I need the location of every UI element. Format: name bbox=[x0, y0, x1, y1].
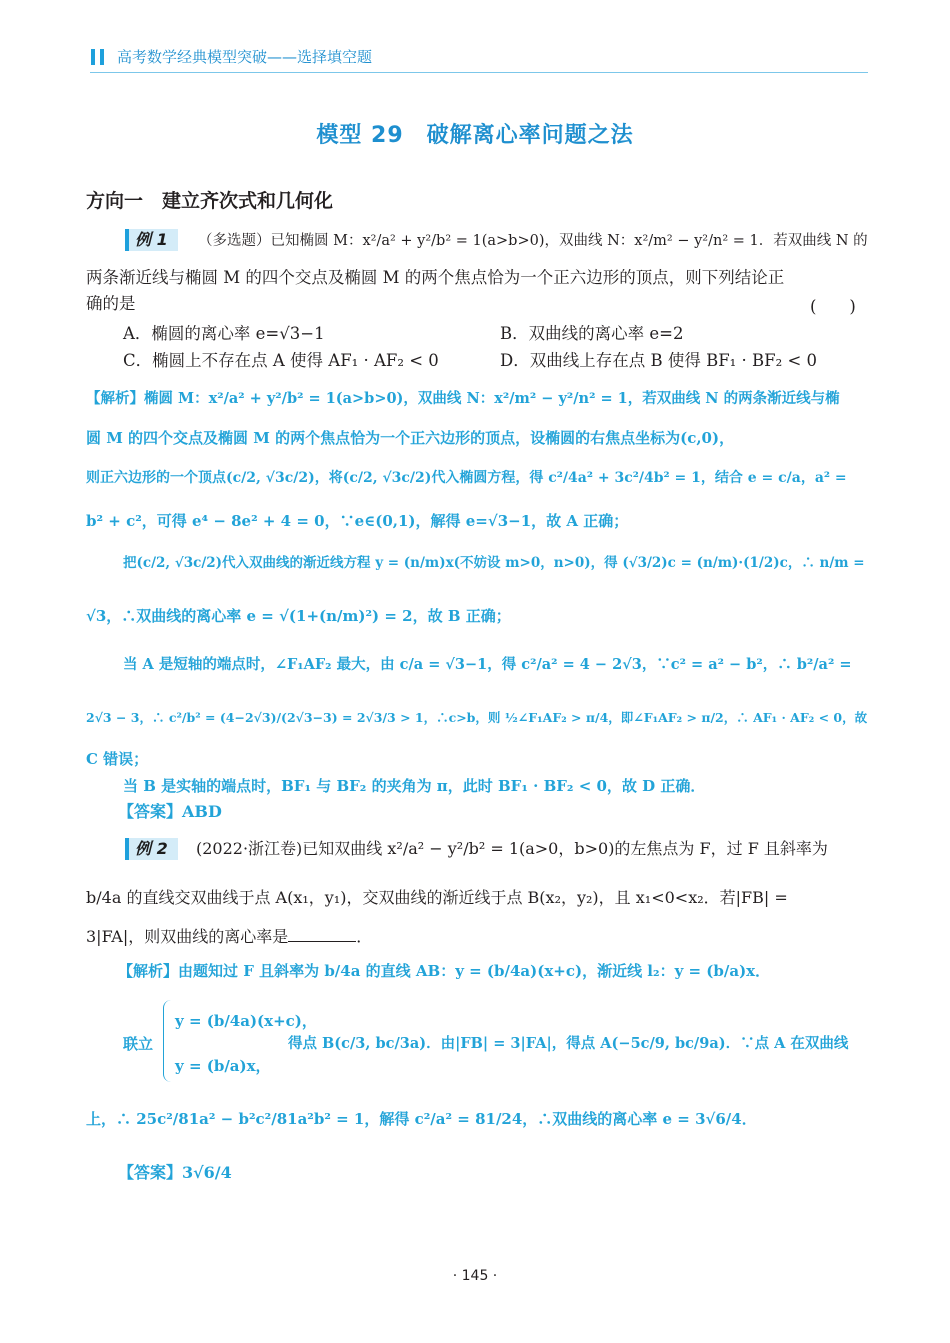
fill-in-blank bbox=[288, 925, 356, 942]
solution-1-line-3: 则正六边形的一个顶点(c/2, √3c/2)，将(c/2, √3c/2)代入椭圆方程，得 c²/4a² + 3c²/4b² = 1，结合 e = c/a，a² = bbox=[86, 470, 847, 486]
header-rule bbox=[90, 72, 868, 73]
solution-1-line-10: 当 B 是实轴的端点时，BF₁ 与 BF₂ 的夹角为 π，此时 BF₁ · BF₂ < 0，故 D 正确． bbox=[123, 777, 706, 795]
example-1-answer: 【答案】ABD bbox=[118, 802, 222, 821]
model-title: 模型 29 破解离心率问题之法 bbox=[316, 123, 634, 148]
page-number: · 145 · bbox=[452, 1268, 498, 1284]
option-d: D．双曲线上存在点 B 使得 BF₁ · BF₂ < 0 bbox=[500, 351, 818, 370]
solution-1-line-7: 当 A 是短轴的端点时，∠F₁AF₂ 最大，由 c/a = √3−1，得 c²/a² = 4 − 2√3，∵c² = a² − b²，∴ b²/a² = bbox=[123, 656, 852, 673]
option-b: B．双曲线的离心率 e=2 bbox=[500, 324, 684, 343]
system-equation-1: y = (b/4a)(x+c)， bbox=[175, 1012, 317, 1030]
solution-1-line-1: 【解析】椭圆 M：x²/a² + y²/b² = 1(a>b>0)，双曲线 N：x²/m² − y²/n² = 1，若双曲线 N 的两条渐近线与椭 bbox=[86, 390, 840, 407]
example-2-stem-line-2: b/4a 的直线交双曲线于点 A(x₁，y₁)，交双曲线的渐近线于点 B(x₂，y₂)，且 x₁<0<x₂．若|FB| = bbox=[86, 888, 788, 907]
example-1-tag: 例 1 bbox=[125, 229, 178, 251]
solution-2-line-3: 上，∴ 25c²/81a² − b²c²/81a²b² = 1，解得 c²/a² = 81/24，∴双曲线的离心率 e = 3√6/4． bbox=[86, 1110, 757, 1128]
system-equation-2: y = (b/a)x， bbox=[175, 1057, 271, 1075]
answer-blank-paren: ( ) bbox=[810, 297, 856, 316]
example-1-stem-line-2: 两条渐近线与椭圆 M 的四个交点及椭圆 M 的两个焦点恰为一个正六边形的顶点，则下列结论正 bbox=[86, 268, 785, 287]
example-2-stem-end: ． bbox=[356, 927, 373, 946]
system-label: 联立 bbox=[123, 1035, 154, 1053]
solution-1-line-8: 2√3 − 3，∴ c²/b² = (4−2√3)/(2√3−3) = 2√3/3 > 1，∴c>b，则 ½∠F₁AF₂ > π/4，即∠F₁AF₂ > π/2，∴ AF₁ · AF₂ < 0，故 bbox=[86, 710, 868, 725]
example-2-stem-line-1: (2022·浙江卷)已知双曲线 x²/a² − y²/b² = 1(a>0，b>0)的左焦点为 F，过 F 且斜率为 bbox=[196, 839, 828, 858]
example-2-answer: 【答案】3√6/4 bbox=[118, 1163, 232, 1182]
example-1-stem-line-1: （多选题）已知椭圆 M：x²/a² + y²/b² = 1(a>b>0)，双曲线 N：x²/m² − y²/n² = 1．若双曲线 N 的 bbox=[198, 233, 868, 249]
solution-1-line-6: √3，∴双曲线的离心率 e = √(1+(n/m)²) = 2，故 B 正确； bbox=[86, 607, 511, 625]
solution-2-line-1: 【解析】由题知过 F 且斜率为 b/4a 的直线 AB：y = (b/4a)(x+c)，渐近线 l₂：y = (b/a)x． bbox=[118, 962, 771, 980]
example-2-stem-line-3 bbox=[86, 925, 372, 948]
solution-1-line-5: 把(c/2, √3c/2)代入双曲线的渐近线方程 y = (n/m)x(不妨设 m>0，n>0)，得 (√3/2)c = (n/m)·(1/2)c，∴ n/m = bbox=[123, 555, 865, 571]
solution-1-line-2: 圆 M 的四个交点及椭圆 M 的两个焦点恰为一个正六边形的顶点，设椭圆的右焦点坐标为(c,0)， bbox=[86, 429, 735, 447]
direction-title: 方向一 建立齐次式和几何化 bbox=[86, 190, 334, 212]
header-bars-icon bbox=[91, 49, 107, 65]
example-2-tag: 例 2 bbox=[125, 838, 178, 860]
option-c: C．椭圆上不存在点 A 使得 AF₁ · AF₂ < 0 bbox=[123, 351, 439, 370]
system-result: 得点 B(c/3, bc/3a)．由|FB| = 3|FA|，得点 A(−5c/9, bc/9a)．∵点 A 在双曲线 bbox=[288, 1035, 849, 1052]
solution-1-line-4: b² + c²，可得 e⁴ − 8e² + 4 = 0，∵e∈(0,1)，解得 e=√3−1，故 A 正确； bbox=[86, 512, 629, 530]
example-2-stem-text: 3|FA|，则双曲线的离心率是 bbox=[86, 927, 289, 946]
system-brace-icon bbox=[163, 1000, 174, 1082]
running-header: 高考数学经典模型突破——选择填空题 bbox=[117, 48, 373, 66]
option-a: A．椭圆的离心率 e=√3−1 bbox=[123, 324, 325, 343]
example-1-stem-line-3: 确的是 bbox=[86, 294, 136, 313]
solution-1-line-9: C 错误； bbox=[86, 750, 149, 768]
